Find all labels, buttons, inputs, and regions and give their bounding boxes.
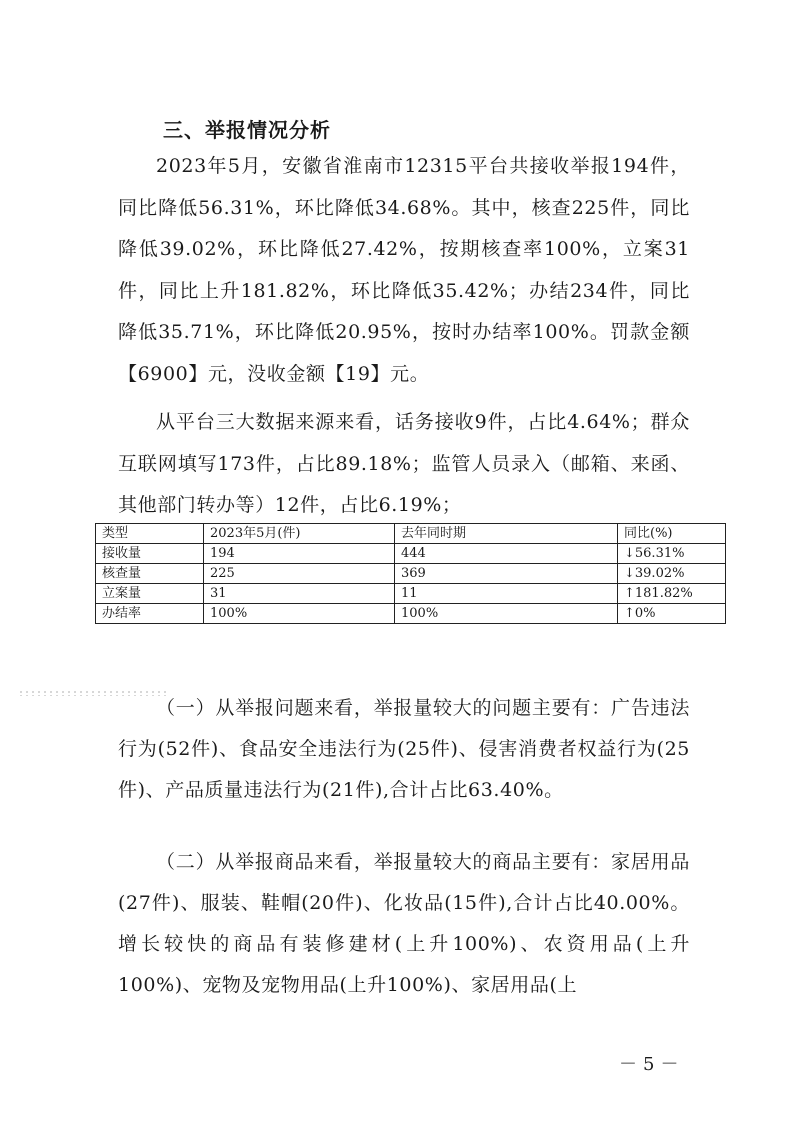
table-cell: ↓56.31% — [618, 544, 726, 564]
table-header-cell: 去年同时期 — [395, 524, 618, 544]
statistics-table — [95, 523, 726, 624]
page-number: －5－ — [619, 1054, 685, 1075]
table-row — [96, 544, 726, 564]
table-cell: 100% — [395, 604, 618, 624]
table-cell: 225 — [204, 564, 395, 584]
table-cell: 444 — [395, 544, 618, 564]
table-cell: ↑181.82% — [618, 584, 726, 604]
table-cell: 核查量 — [96, 564, 204, 584]
table-row — [96, 604, 726, 624]
products-paragraph: （二）从举报商品来看，举报量较大的商品主要有：家居用品(27件)、服装、鞋帽(20件)、化妆品(15件),合计占比40.00%。增长较快的商品有装修建材(上升100%)、农资用品(上升100%)、宠物及宠物用品(上升100%)、家居用品(上 — [118, 851, 690, 996]
table-cell: 194 — [204, 544, 395, 564]
table-header-cell: 类型 — [96, 524, 204, 544]
summary-paragraph: 2023年5月，安徽省淮南市12315平台共接收举报194件，同比降低56.31%，环比降低34.68%。其中，核查225件，同比降低39.02%，环比降低27.42%，按期核查率100%，立案31件，同比上升181.82%，环比降低35.42%；办结234件，同比降低35.71%，环比降低20.95%，按时办结率100%。罚款金额【6900】元，没收金额【19】元。 — [118, 155, 690, 385]
table-cell: 接收量 — [96, 544, 204, 564]
section-heading: 三、举报情况分析 — [163, 118, 331, 142]
table-cell: 办结率 — [96, 604, 204, 624]
sources-paragraph: 从平台三大数据来源来看，话务接收9件，占比4.64%；群众互联网填写173件，占比89.18%；监管人员录入（邮箱、来函、其他部门转办等）12件，占比6.19%； — [118, 411, 690, 516]
table-cell: 11 — [395, 584, 618, 604]
table-cell: 100% — [204, 604, 395, 624]
table-cell: ↑0% — [618, 604, 726, 624]
table-row — [96, 564, 726, 584]
issues-paragraph: （一）从举报问题来看，举报量较大的问题主要有：广告违法行为(52件)、食品安全违法行为(25件)、侵害消费者权益行为(25件)、产品质量违法行为(21件),合计占比63.40%。 — [118, 697, 690, 801]
table-header-cell: 同比(%) — [618, 524, 726, 544]
table-row — [96, 584, 726, 604]
table-cell: ↓39.02% — [618, 564, 726, 584]
table-cell: 31 — [204, 584, 395, 604]
table-header-cell: 2023年5月(件) — [204, 524, 395, 544]
table-cell: 立案量 — [96, 584, 204, 604]
table-header-row — [96, 524, 726, 544]
table-cell: 369 — [395, 564, 618, 584]
